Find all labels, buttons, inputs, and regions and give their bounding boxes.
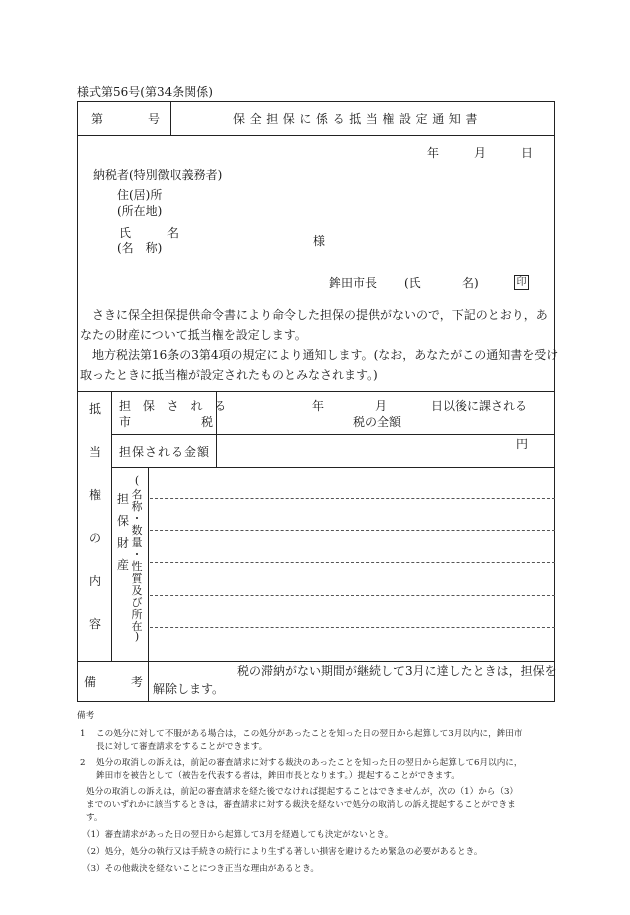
remarks-text-line1: 税の滞納がない期間が継続して3月に達したときは，担保を — [237, 664, 557, 678]
location-label: (所在地) — [117, 204, 163, 218]
property-line — [150, 595, 555, 596]
note-item3: （3）その他裁決を経ないことにつき正当な理由があるとき。 — [82, 864, 319, 874]
note1-line2: 長に対して審査請求をすることができます。 — [96, 742, 268, 752]
row2-bottom-line — [111, 467, 555, 468]
secured-tax-label-2a: 市 — [119, 415, 132, 429]
mayor-name-close: 名) — [462, 276, 479, 290]
body-para1-line2: なたの財産について抵当権を設定します。 — [80, 328, 307, 342]
taxpayer-label: 納税者(特別徴収義務者) — [93, 168, 223, 182]
seal-mark: 印 — [514, 275, 529, 290]
section-top-line — [77, 391, 555, 392]
property-label-vline — [148, 467, 149, 661]
mayor-name-open: (氏 — [404, 276, 421, 290]
body-para1-line1: さきに保全担保提供命令書により命令した担保の提供がないので，下記のとおり，あ — [92, 308, 548, 322]
note2-line3: 処分の取消しの訴えは，前記の審査請求を経た後でなければ提起することはできませんが，次の（1）から（3） — [86, 787, 519, 797]
honorific: 様 — [313, 234, 326, 248]
row1-text: 日以後に課される — [431, 399, 528, 413]
section-side-label: 抵 当 権 の 内 容 — [88, 402, 101, 631]
property-label: 担 保 財 産 — [116, 492, 129, 572]
name-label-a: 氏 — [119, 226, 132, 240]
secured-tax-label: 担 保 さ れ る — [119, 399, 231, 413]
note2-line2: 鉾田市を被告として（被告を代表する者は，鉾田市長となります。）提起することができます。 — [96, 771, 460, 781]
header-divider — [77, 135, 555, 136]
remarks-vline — [148, 661, 149, 702]
row1-month: 月 — [375, 399, 388, 413]
mayor-title: 鉾田市長 — [329, 276, 378, 290]
note1-number: 1 — [80, 729, 86, 739]
remarks-label-1: 備 — [84, 675, 97, 689]
date-month: 月 — [474, 146, 487, 160]
row1-text2: 税の全額 — [353, 415, 402, 429]
yen-unit: 円 — [516, 437, 529, 451]
date-year: 年 — [427, 146, 440, 160]
note2-line4: までのいずれかに該当するときは，審査請求に対する裁決を経ないで処分の取消しの訴え提起することができま — [86, 800, 516, 810]
note1-line1: この処分に対して不服がある場合は，この処分があったことを知った日の翌日から起算して3月以内に，鉾田市 — [96, 729, 523, 739]
note2-line1: 処分の取消しの訴えは，前記の審査請求に対する裁決のあったことを知った日の翌日から起算して6月以内に， — [96, 758, 523, 768]
property-sublabel: ( 名 称 ・ 数 量 ・ 性 質 及 び 所 在 ) — [131, 474, 143, 643]
remarks-text-line2: 解除します。 — [153, 682, 225, 696]
property-line — [150, 562, 555, 563]
note2-line5: す。 — [86, 813, 103, 823]
row1-year: 年 — [312, 399, 325, 413]
name-label-b: 名 — [167, 226, 180, 240]
body-para2-line1: 地方税法第16条の3第4項の規定により通知します。(なお，あなたがこの通知書を受け — [92, 348, 559, 362]
number-suffix: 号 — [148, 112, 161, 126]
note-item2: （2）処分，処分の執行又は手続きの続行により生ずる著しい損害を避けるため緊急の必要があるとき。 — [82, 847, 483, 857]
property-line — [150, 530, 555, 531]
date-day: 日 — [521, 146, 534, 160]
property-line — [150, 627, 555, 628]
section-side-vline — [111, 391, 112, 661]
header-vline — [170, 101, 171, 135]
address-label: 住(居)所 — [117, 188, 163, 202]
entity-name-label: (名 称) — [117, 241, 163, 255]
remarks-label-2: 考 — [131, 675, 144, 689]
notes-heading: 備考 — [77, 711, 95, 721]
secured-tax-label-2b: 税 — [201, 415, 214, 429]
document-title: 保全担保に係る抵当権設定通知書 — [233, 112, 483, 126]
note2-number: 2 — [80, 758, 86, 768]
property-line — [150, 498, 555, 499]
body-para2-line2: 取ったときに抵当権が設定されたものとみなされます。) — [80, 368, 378, 382]
note-item1: （1）審査請求があった日の翌日から起算して3月を経過しても決定がないとき。 — [82, 830, 394, 840]
number-prefix: 第 — [91, 112, 104, 126]
row1-bottom-line — [111, 434, 555, 435]
form-label: 様式第56号(第34条関係) — [77, 85, 213, 99]
secured-amount-label: 担保される金額 — [119, 445, 211, 459]
